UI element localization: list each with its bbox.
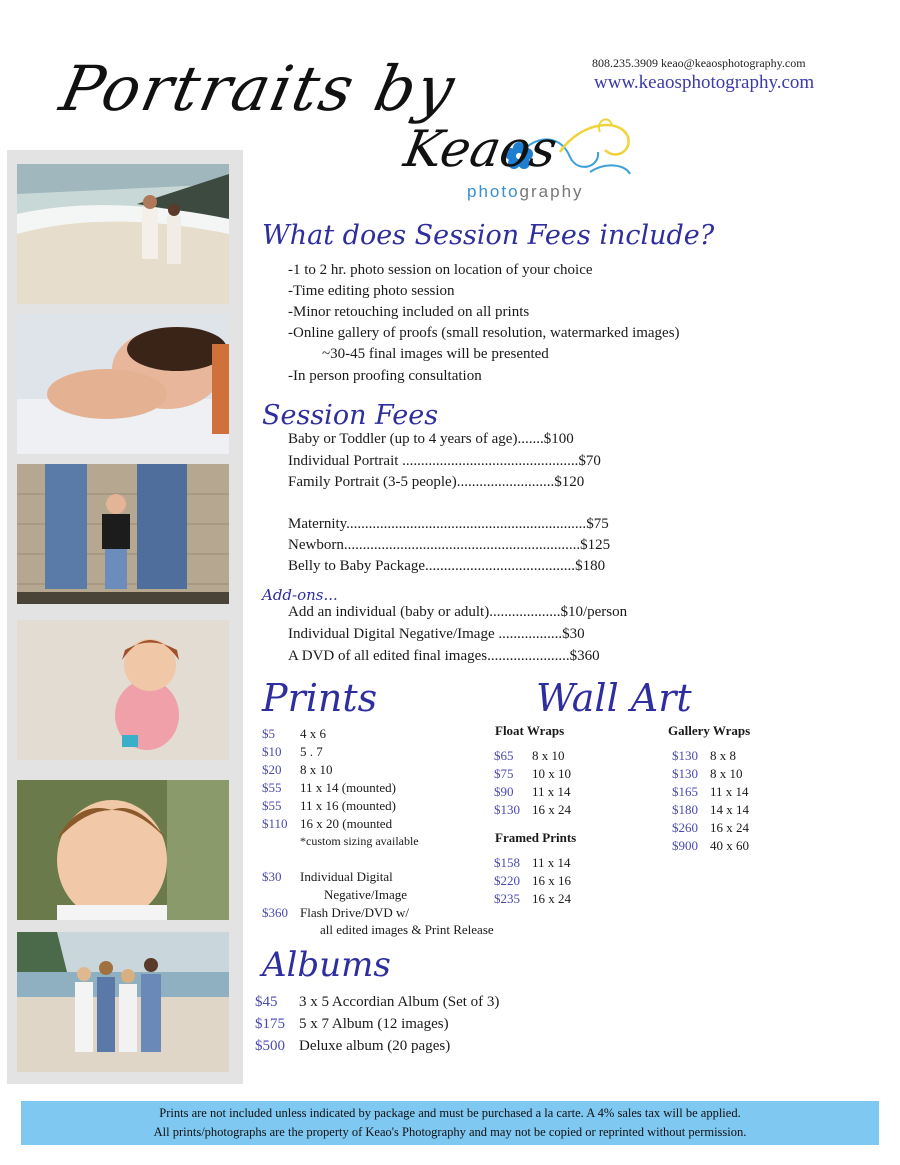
float-size: 11 x 14 <box>532 784 571 799</box>
albums-heading: Albums <box>262 945 391 985</box>
addon-price: $10/person <box>560 604 628 620</box>
photo-newborn <box>17 314 229 454</box>
digital-price: $30 <box>262 869 282 884</box>
gallery-row <box>672 838 749 854</box>
addon-label: A DVD of all edited final images...................... <box>288 648 570 664</box>
album-label: 5 x 7 Album (12 images) <box>299 1016 449 1032</box>
session-fee-row <box>288 431 574 448</box>
fee-price: $120 <box>554 474 585 490</box>
print-row <box>262 762 333 778</box>
addon-price: $360 <box>569 648 600 664</box>
page-title: Portraits by <box>54 52 463 125</box>
album-price: $175 <box>255 1016 285 1032</box>
float-price: $90 <box>494 784 514 799</box>
print-row <box>262 744 323 760</box>
fee-price: $100 <box>543 431 574 447</box>
album-row <box>255 1038 450 1055</box>
framed-row <box>494 855 571 871</box>
gallery-row <box>672 802 749 818</box>
gallery-size: 40 x 60 <box>710 838 749 853</box>
print-row <box>262 816 392 832</box>
photo-girl-beach <box>17 620 229 760</box>
custom-sizing-note: *custom sizing available <box>300 834 419 848</box>
gallery-price: $180 <box>672 802 698 817</box>
addon-row <box>288 626 585 643</box>
flash-label: Flash Drive/DVD w/ <box>300 905 410 920</box>
fee-label: Individual Portrait ............................................... <box>288 453 579 469</box>
float-price: $65 <box>494 748 514 763</box>
float-price: $75 <box>494 766 514 781</box>
print-size: 5 . 7 <box>300 744 323 759</box>
gallery-row <box>672 784 749 800</box>
float-wraps-title: Float Wraps <box>495 723 565 738</box>
float-size: 8 x 10 <box>532 748 565 763</box>
fee-label: Belly to Baby Package........................................ <box>288 558 576 574</box>
framed-price: $235 <box>494 891 520 906</box>
digital-label: Individual Digital <box>300 869 393 884</box>
gallery-size: 14 x 14 <box>710 802 749 817</box>
photo-boy-portrait <box>17 780 229 920</box>
photo-family-beach <box>17 932 229 1072</box>
print-size: 4 x 6 <box>300 726 326 741</box>
fee-price: $75 <box>586 516 609 532</box>
gallery-size: 16 x 24 <box>710 820 749 835</box>
session-fee-row <box>288 558 605 575</box>
includes-item-3: -Minor retouching included on all prints <box>288 304 530 320</box>
print-size: 8 x 10 <box>300 762 333 777</box>
gallery-price: $130 <box>672 748 698 763</box>
fee-label: Family Portrait (3-5 people).......................... <box>288 474 555 490</box>
footer-notice <box>21 1101 879 1145</box>
print-row <box>262 726 326 742</box>
includes-item-4: -Online gallery of proofs (small resolution, watermarked images) <box>288 325 680 341</box>
album-row <box>255 994 499 1011</box>
fee-label: Newborn............................................................... <box>288 537 581 553</box>
includes-heading: What does Session Fees include? <box>262 220 715 251</box>
float-price: $130 <box>494 802 520 817</box>
album-price: $45 <box>255 994 278 1010</box>
includes-item-2: -Time editing photo session <box>288 283 455 299</box>
album-label: Deluxe album (20 pages) <box>299 1038 451 1054</box>
includes-item-5: ~30-45 final images will be presented <box>322 346 549 362</box>
float-row <box>494 802 571 818</box>
flash-price: $360 <box>262 905 288 920</box>
addon-row <box>288 648 600 665</box>
fee-label: Maternity................................................................ <box>288 516 587 532</box>
gallery-row <box>672 820 749 836</box>
addon-row <box>288 604 627 621</box>
gallery-price: $260 <box>672 820 698 835</box>
print-row <box>262 798 396 814</box>
flash-row <box>262 905 409 921</box>
framed-size: 16 x 16 <box>532 873 571 888</box>
brand-logo <box>399 112 635 212</box>
print-price: $10 <box>262 744 282 759</box>
album-price: $500 <box>255 1038 285 1054</box>
framed-size: 11 x 14 <box>532 855 571 870</box>
framed-prints-title: Framed Prints <box>495 830 577 845</box>
includes-item-1: -1 to 2 hr. photo session on location of your choice <box>288 262 593 278</box>
print-size: 16 x 20 (mounted <box>300 816 393 831</box>
logo-subtitle-photo: photo <box>467 182 520 201</box>
flash-label-line2: all edited images & Print Release <box>320 922 494 937</box>
logo-subtitle-graphy: graphy <box>519 182 584 201</box>
prints-heading: Prints <box>262 676 378 720</box>
float-row <box>494 748 565 764</box>
print-price: $5 <box>262 726 275 741</box>
framed-price: $220 <box>494 873 520 888</box>
contact-info: 808.235.3909 keao@keaosphotography.com <box>592 56 806 70</box>
framed-row <box>494 873 571 889</box>
print-price: $20 <box>262 762 282 777</box>
gallery-price: $130 <box>672 766 698 781</box>
fee-label: Baby or Toddler (up to 4 years of age)....... <box>288 431 544 447</box>
print-size: 11 x 16 (mounted) <box>300 798 396 813</box>
logo-wordmark: Keaos <box>399 120 562 178</box>
addon-price: $30 <box>562 626 585 642</box>
addon-label: Add an individual (baby or adult)................... <box>288 604 561 620</box>
framed-price: $158 <box>494 855 520 870</box>
photo-beach-couple <box>17 164 229 304</box>
gallery-size: 11 x 14 <box>710 784 749 799</box>
gallery-wraps-title: Gallery Wraps <box>668 723 751 738</box>
wall-art-heading: Wall Art <box>536 676 692 720</box>
session-fee-row <box>288 474 584 491</box>
gallery-price: $900 <box>672 838 698 853</box>
photo-family-toddler <box>17 464 229 604</box>
album-row <box>255 1016 449 1033</box>
float-size: 10 x 10 <box>532 766 571 781</box>
digital-row <box>262 869 393 885</box>
print-price: $110 <box>262 816 288 831</box>
float-row <box>494 766 571 782</box>
photo-strip <box>7 150 243 1084</box>
print-price: $55 <box>262 780 282 795</box>
website-link[interactable]: www.keaosphotography.com <box>594 72 815 93</box>
includes-item-6: -In person proofing consultation <box>288 368 482 384</box>
print-price: $55 <box>262 798 282 813</box>
gallery-row <box>672 748 736 764</box>
session-fee-row <box>288 537 610 554</box>
print-size: 11 x 14 (mounted) <box>300 780 396 795</box>
footer-line-1: Prints are not included unless indicated by package and must be purchased a la carte. A 4% sales tax will be applied. <box>159 1106 741 1120</box>
session-fees-heading: Session Fees <box>262 400 439 431</box>
gallery-size: 8 x 10 <box>710 766 743 781</box>
framed-row <box>494 891 571 907</box>
framed-size: 16 x 24 <box>532 891 571 906</box>
digital-label-line2: Negative/Image <box>324 887 408 902</box>
gallery-row <box>672 766 743 782</box>
float-row <box>494 784 571 800</box>
footer-line-2: All prints/photographs are the property of Keao's Photography and may not be copied or reprinted without permission. <box>153 1125 747 1139</box>
session-fee-row <box>288 516 609 533</box>
float-size: 16 x 24 <box>532 802 571 817</box>
logo-subtitle <box>467 182 584 202</box>
gallery-price: $165 <box>672 784 698 799</box>
print-row <box>262 780 396 796</box>
fee-price: $70 <box>578 453 601 469</box>
addons-heading: Add-ons... <box>262 586 338 604</box>
album-label: 3 x 5 Accordian Album (Set of 3) <box>299 994 500 1010</box>
fee-price: $125 <box>580 537 611 553</box>
session-fee-row <box>288 453 601 470</box>
fee-price: $180 <box>575 558 606 574</box>
gallery-size: 8 x 8 <box>710 748 736 763</box>
addon-label: Individual Digital Negative/Image ................. <box>288 626 563 642</box>
